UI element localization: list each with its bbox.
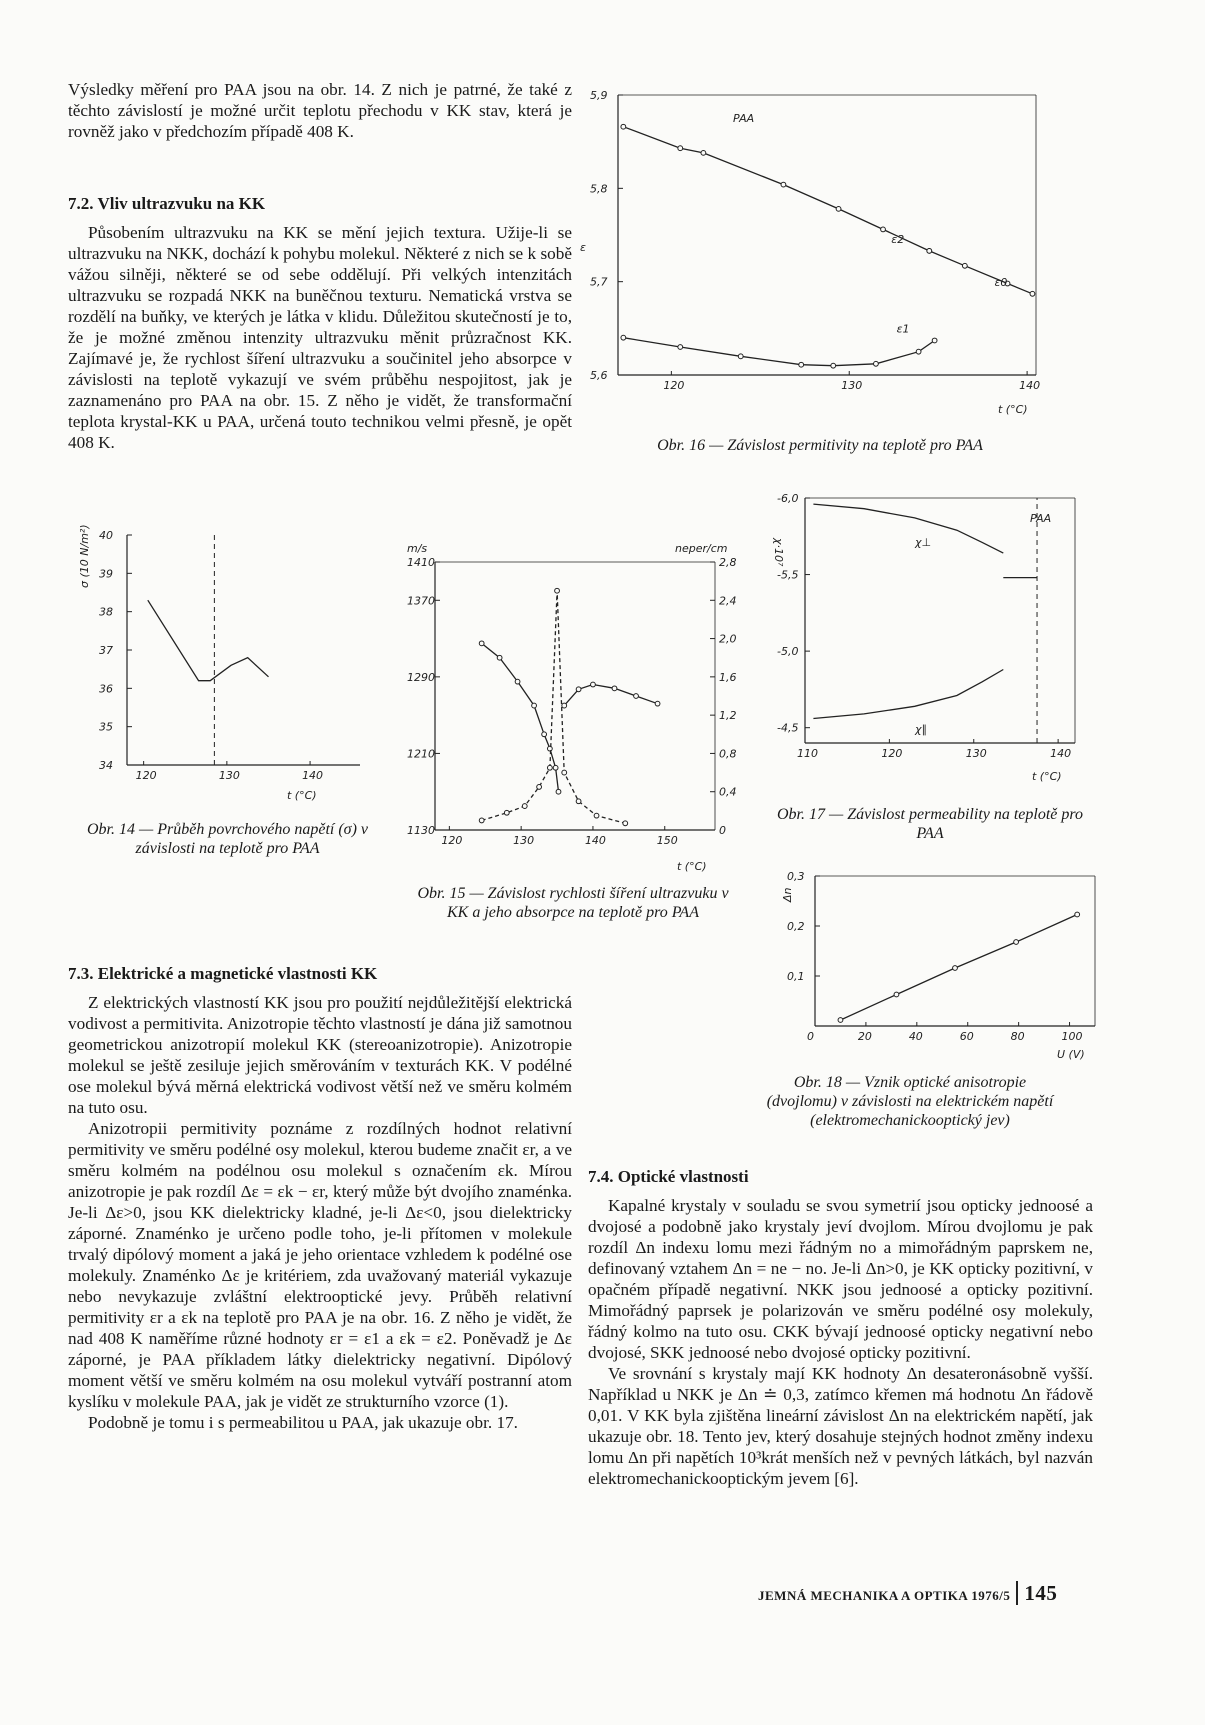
series-line-absorpce: [482, 591, 626, 824]
y-tick-label: 40: [99, 529, 113, 542]
series-line-ε0: [929, 251, 1032, 294]
y-tick-label: 1130: [407, 824, 435, 837]
fig17-series-label-perp: χ⊥: [915, 536, 932, 549]
x-tick-label: 140: [584, 834, 606, 847]
caption-fig17: Obr. 17 — Závislost permeability na teplotě pro PAA: [776, 806, 1084, 842]
fig15-xlabel: t (°C): [677, 860, 707, 873]
x-tick-label: 120: [881, 747, 903, 760]
data-point: [537, 785, 542, 790]
caption-fig14: Obr. 14 — Průběh povrchového napětí (σ) v závislosti na teplotě pro PAA: [86, 821, 368, 857]
paragraph: Anizotropii permitivity poznáme z rozdílných hodnot relativní permitivity ve směru podélné osy molekul, kterou budeme značit εr, a ve směru kolmém na podélnou osu molekul s označením εk. Mírou anizotropie je pak rozdíl Δε = εk − εr, který může být dvojího znaménka. Je-li Δε>0, jsou KK dielektricky kladné, je-li Δε<0, jsou dielektricky záporné. Znaménko je určeno podle toho, je-li přítomen v molekule trvalý dipólový moment a jaká je jeho orientace vzhledem k podélné ose molekuly. Znaménko Δε je kritériem, zda uvažovaný materiál vykazuje nebo nevykazuje zvláštní elektrooptické jevy. Průběh relativní permitivity εr a εk na teplotě pro PAA je na obr. 16. Z něho je vidět, že nad 408 K naměříme různé hodnoty εr = ε1 a εk = ε2. Poněvadž je Δε záporné, je PAA příkladem látky dielektricky negativní. Dipólový moment větší ve směru kolmém na osu molekul vytváří postranní atom kyslíku v molekule PAA, jak je vidět ze strukturního vzorce (1).: [68, 1119, 572, 1411]
data-point: [781, 182, 786, 187]
figure-17-chart: [770, 488, 1100, 788]
paragraph: Ve srovnání s krystaly mají KK hodnoty Δn desateronásobně vyšší. Například u NKK je Δn ≐ 0,3, zatímco křemen má hodnotu Δn řádově 0,01. V KK byla zjištěna lineární závislost Δn na elektrickém napětí, jak ukazuje obr. 18. Tento jev, který dosahuje stejných hodnot změny indexu lomu Δn při napětích 10³krát menších než v pevných látkách, byl nazván elektromechanickooptickým jevem [6].: [588, 1364, 1093, 1488]
data-point: [576, 799, 581, 804]
figure-15-chart: [395, 540, 775, 880]
y-tick-label: 39: [99, 567, 113, 581]
x-tick-label: 150: [656, 834, 678, 847]
y-tick-label: 36: [99, 682, 113, 696]
section-heading: 7.2. Vliv ultrazvuku na KK: [68, 194, 266, 213]
data-point: [497, 655, 502, 660]
paragraph: Podobně je tomu i s permeabilitou u PAA, jak ukazuje obr. 17.: [88, 1413, 518, 1432]
page-footer: [758, 1581, 1057, 1606]
fig18-xlabel: U (V): [1057, 1048, 1085, 1061]
data-point: [612, 686, 617, 691]
section-7-3: [68, 963, 572, 1433]
data-point: [623, 821, 628, 826]
series-line-0: [148, 600, 269, 681]
data-point: [621, 335, 626, 340]
y-tick-label: 5,7: [590, 275, 608, 289]
paragraph: Kapalné krystaly v souladu se svou symetrií jsou opticky jednoosé a dvojosé a podobně jako krystaly jeví dvojlom. Mírou dvojlomu je pak rozdíl Δn indexu lomu mezi řádným no a mimořádným paprskem ne, definovaný vztahem Δn = ne − no. Je-li Δn>0, je KK opticky pozitivní, v opačném případě negativní. NKK jsou jednoosé a opticky pozitivní. Mimořádný paprsek je polarizován ve směru podélné osy molekuly, řádný kolmo na tuto osu. CKK bývají jednoosé opticky negativní nebo dvojosé, SKK jednoosé nebo dvojosé opticky pozitivní.: [588, 1196, 1093, 1362]
y2-tick-label: 2,8: [719, 556, 737, 569]
fig17-title: PAA: [1030, 512, 1052, 525]
data-point: [962, 263, 967, 268]
x-tick-label: 80: [1010, 1030, 1025, 1043]
y2-tick-label: 2,0: [719, 632, 737, 646]
fig15-frame: [435, 562, 715, 830]
y-tick-label: 0,3: [787, 870, 805, 883]
data-point: [701, 150, 706, 155]
y-tick-label: 37: [99, 644, 113, 657]
y-tick-label: 5,9: [590, 89, 608, 102]
fig17-ylabel: χ·10⁷: [772, 538, 785, 567]
data-point: [553, 765, 558, 770]
series-line-ε1: [623, 338, 934, 366]
series-line-χ⊥: [813, 504, 1003, 553]
data-point: [894, 992, 899, 997]
y-tick-label: -4,5: [777, 721, 799, 735]
paragraph: Z elektrických vlastností KK jsou pro použití nejdůležitější elektrická vodivost a permitivita. Anizotropie těchto vlastností je dána již samotnou geometrickou anizotropií molekul KK (stereoanizotropie). Anizotropie molekul se ještě zesiluje jejich směrováním v texturách KK. V podélné ose molekul bývá měrná elektrická vodivost větší než ve směru kolmém na tuto osu.: [68, 993, 572, 1117]
series-line-0: [841, 915, 1078, 1021]
x-tick-label: 130: [841, 379, 863, 392]
y-tick-label: 38: [99, 605, 113, 619]
page-number: 145: [1016, 1581, 1057, 1605]
x-tick-label: 100: [1061, 1030, 1083, 1043]
data-point: [576, 687, 581, 692]
fig17-series-label-par: χ∥: [915, 723, 928, 736]
data-point: [799, 362, 804, 367]
x-tick-label: 120: [441, 834, 463, 847]
intro-text: Výsledky měření pro PAA jsou na obr. 14. Z nich je patrné, že také z těchto závislostí je možné určit teplotu přechodu v KK stav, která je rovněž jako v předchozím případě 408 K.: [68, 80, 572, 141]
x-tick-label: 20: [857, 1030, 872, 1043]
data-point: [738, 354, 743, 359]
x-tick-label: 140: [1019, 379, 1041, 392]
data-point: [594, 813, 599, 818]
x-tick-label: 120: [663, 379, 685, 392]
x-tick-label: 130: [218, 769, 240, 782]
x-tick-label: 130: [513, 834, 535, 847]
fig18-ylabel: Δn: [781, 887, 794, 902]
fig16-ylabel: ε: [580, 241, 586, 254]
data-point: [634, 694, 639, 699]
intro-paragraph: [68, 79, 572, 142]
data-point: [1030, 291, 1035, 296]
data-point: [916, 349, 921, 354]
data-point: [881, 227, 886, 232]
series-label: ε1: [896, 322, 910, 336]
fig16-frame: [618, 95, 1036, 375]
data-point: [547, 765, 552, 770]
data-point: [556, 789, 561, 794]
y2-tick-label: 0: [719, 824, 726, 837]
y-tick-label: 0,2: [787, 920, 805, 933]
data-point: [555, 588, 560, 593]
x-tick-label: 40: [908, 1030, 923, 1043]
fig18-frame: [815, 876, 1095, 1026]
journal-name: JEMNÁ MECHANIKA A OPTIKA 1976/5: [758, 1588, 1011, 1603]
data-point: [547, 746, 552, 751]
data-point: [562, 770, 567, 775]
data-point: [831, 363, 836, 368]
fig17-xlabel: t (°C): [1032, 770, 1062, 783]
data-point: [678, 146, 683, 151]
data-point: [1014, 940, 1019, 945]
data-point: [953, 966, 958, 971]
x-tick-label: 110: [797, 747, 818, 760]
fig16-xlabel: t (°C): [998, 403, 1028, 416]
y-tick-label: 34: [99, 759, 113, 772]
data-point: [532, 703, 537, 708]
figure-16-chart: [578, 85, 1041, 425]
data-point: [479, 818, 484, 823]
section-7-4: [588, 1166, 1093, 1489]
data-point: [522, 804, 527, 809]
data-point: [838, 1018, 843, 1023]
data-point: [836, 206, 841, 211]
section-heading: 7.4. Optické vlastnosti: [588, 1167, 749, 1186]
y-tick-label: 1210: [407, 747, 435, 761]
data-point: [927, 248, 932, 253]
section-heading: 7.3. Elektrické a magnetické vlastnosti KK: [68, 964, 378, 983]
y2-tick-label: 2,4: [719, 594, 737, 608]
y-tick-label: 5,8: [590, 182, 608, 196]
x-tick-label: 60: [959, 1030, 974, 1043]
paragraph: Působením ultrazvuku na KK se mění jejich textura. Užije-li se ultrazvuku na NKK, dochází k pohybu molekul. Některé z nich se k sobě vážou silněji, některé se od sebe oddělují. Při velkých intenzitách ultrazvuku se rozpadá NKK na buněčnou texturu. Nematická vrstva se rozdělí na buňky, ve kterých je látka v klidu. Důležitou skutečností je to, že je možné změnou intenzity ultrazvuku měnit průzračnost KK. Zajímavé je, že rychlost šíření ultrazvuku a součinitel jeho absorpce v závislosti na teplotě vykazují ve svém průběhu nespojitost, jak je zaznamenáno pro PAA na obr. 15. Z něho je vidět, že transformační teplota krystal-KK u PAA, určená touto technikou velmi přesně, je opět 408 K.: [68, 223, 572, 452]
figure-14-chart: [78, 524, 372, 807]
y2-tick-label: 0,4: [719, 785, 737, 799]
y-tick-label: -5,5: [777, 568, 799, 582]
x-tick-label: 120: [135, 769, 157, 782]
data-point: [562, 703, 567, 708]
fig14-frame: [127, 535, 360, 765]
data-point: [655, 701, 660, 706]
caption-fig16: Obr. 16 — Závislost permitivity na teplotě pro PAA: [657, 437, 983, 454]
y-tick-label: 1370: [407, 594, 435, 608]
x-tick-label: 140: [302, 769, 324, 782]
fig16-title: PAA: [733, 112, 755, 125]
series-line-rychlost: [482, 643, 559, 791]
y-tick-label: 35: [99, 720, 113, 734]
fig14-xlabel: t (°C): [287, 789, 317, 802]
figure-18-chart: [781, 866, 1105, 1066]
series-label: ε0: [994, 275, 1008, 289]
data-point: [504, 810, 509, 815]
y-tick-label: 5,6: [590, 369, 608, 382]
series-label: ε2: [891, 232, 905, 246]
y-tick-label: 1410: [407, 556, 435, 569]
y-tick-label: 0,1: [787, 970, 805, 983]
data-point: [591, 682, 596, 687]
y2-tick-label: 1,2: [719, 709, 737, 723]
data-point: [515, 679, 520, 684]
fig15-ylabel-right: neper/cm: [675, 542, 728, 555]
data-point: [1075, 912, 1080, 917]
section-7-2: [68, 193, 572, 453]
y-tick-label: -5,0: [777, 645, 799, 659]
data-point: [874, 361, 879, 366]
y-tick-label: 1290: [407, 670, 435, 684]
series-line-χ∥: [813, 670, 1003, 719]
y2-tick-label: 1,6: [719, 670, 737, 684]
data-point: [932, 338, 937, 343]
data-point: [542, 732, 547, 737]
x-tick-label: 140: [1050, 747, 1072, 760]
x-tick-label: 130: [965, 747, 987, 760]
x-tick-label: 0: [807, 1030, 814, 1043]
caption-fig15: Obr. 15 — Závislost rychlosti šíření ultrazvuku v KK a jeho absorpce na teplotě pro PAA: [417, 885, 729, 921]
y-tick-label: -6,0: [777, 492, 799, 505]
data-point: [479, 641, 484, 646]
fig17-frame: [805, 498, 1075, 743]
fig14-ylabel: σ (10 N/m²): [78, 524, 91, 588]
data-point: [621, 124, 626, 129]
y2-tick-label: 0,8: [719, 747, 737, 761]
fig15-ylabel: m/s: [407, 542, 428, 555]
caption-fig18: Obr. 18 — Vznik optické anisotropie (dvojlomu) v závislosti na elektrickém napětí (elektromechanickooptický jev): [766, 1074, 1054, 1129]
data-point: [678, 345, 683, 350]
